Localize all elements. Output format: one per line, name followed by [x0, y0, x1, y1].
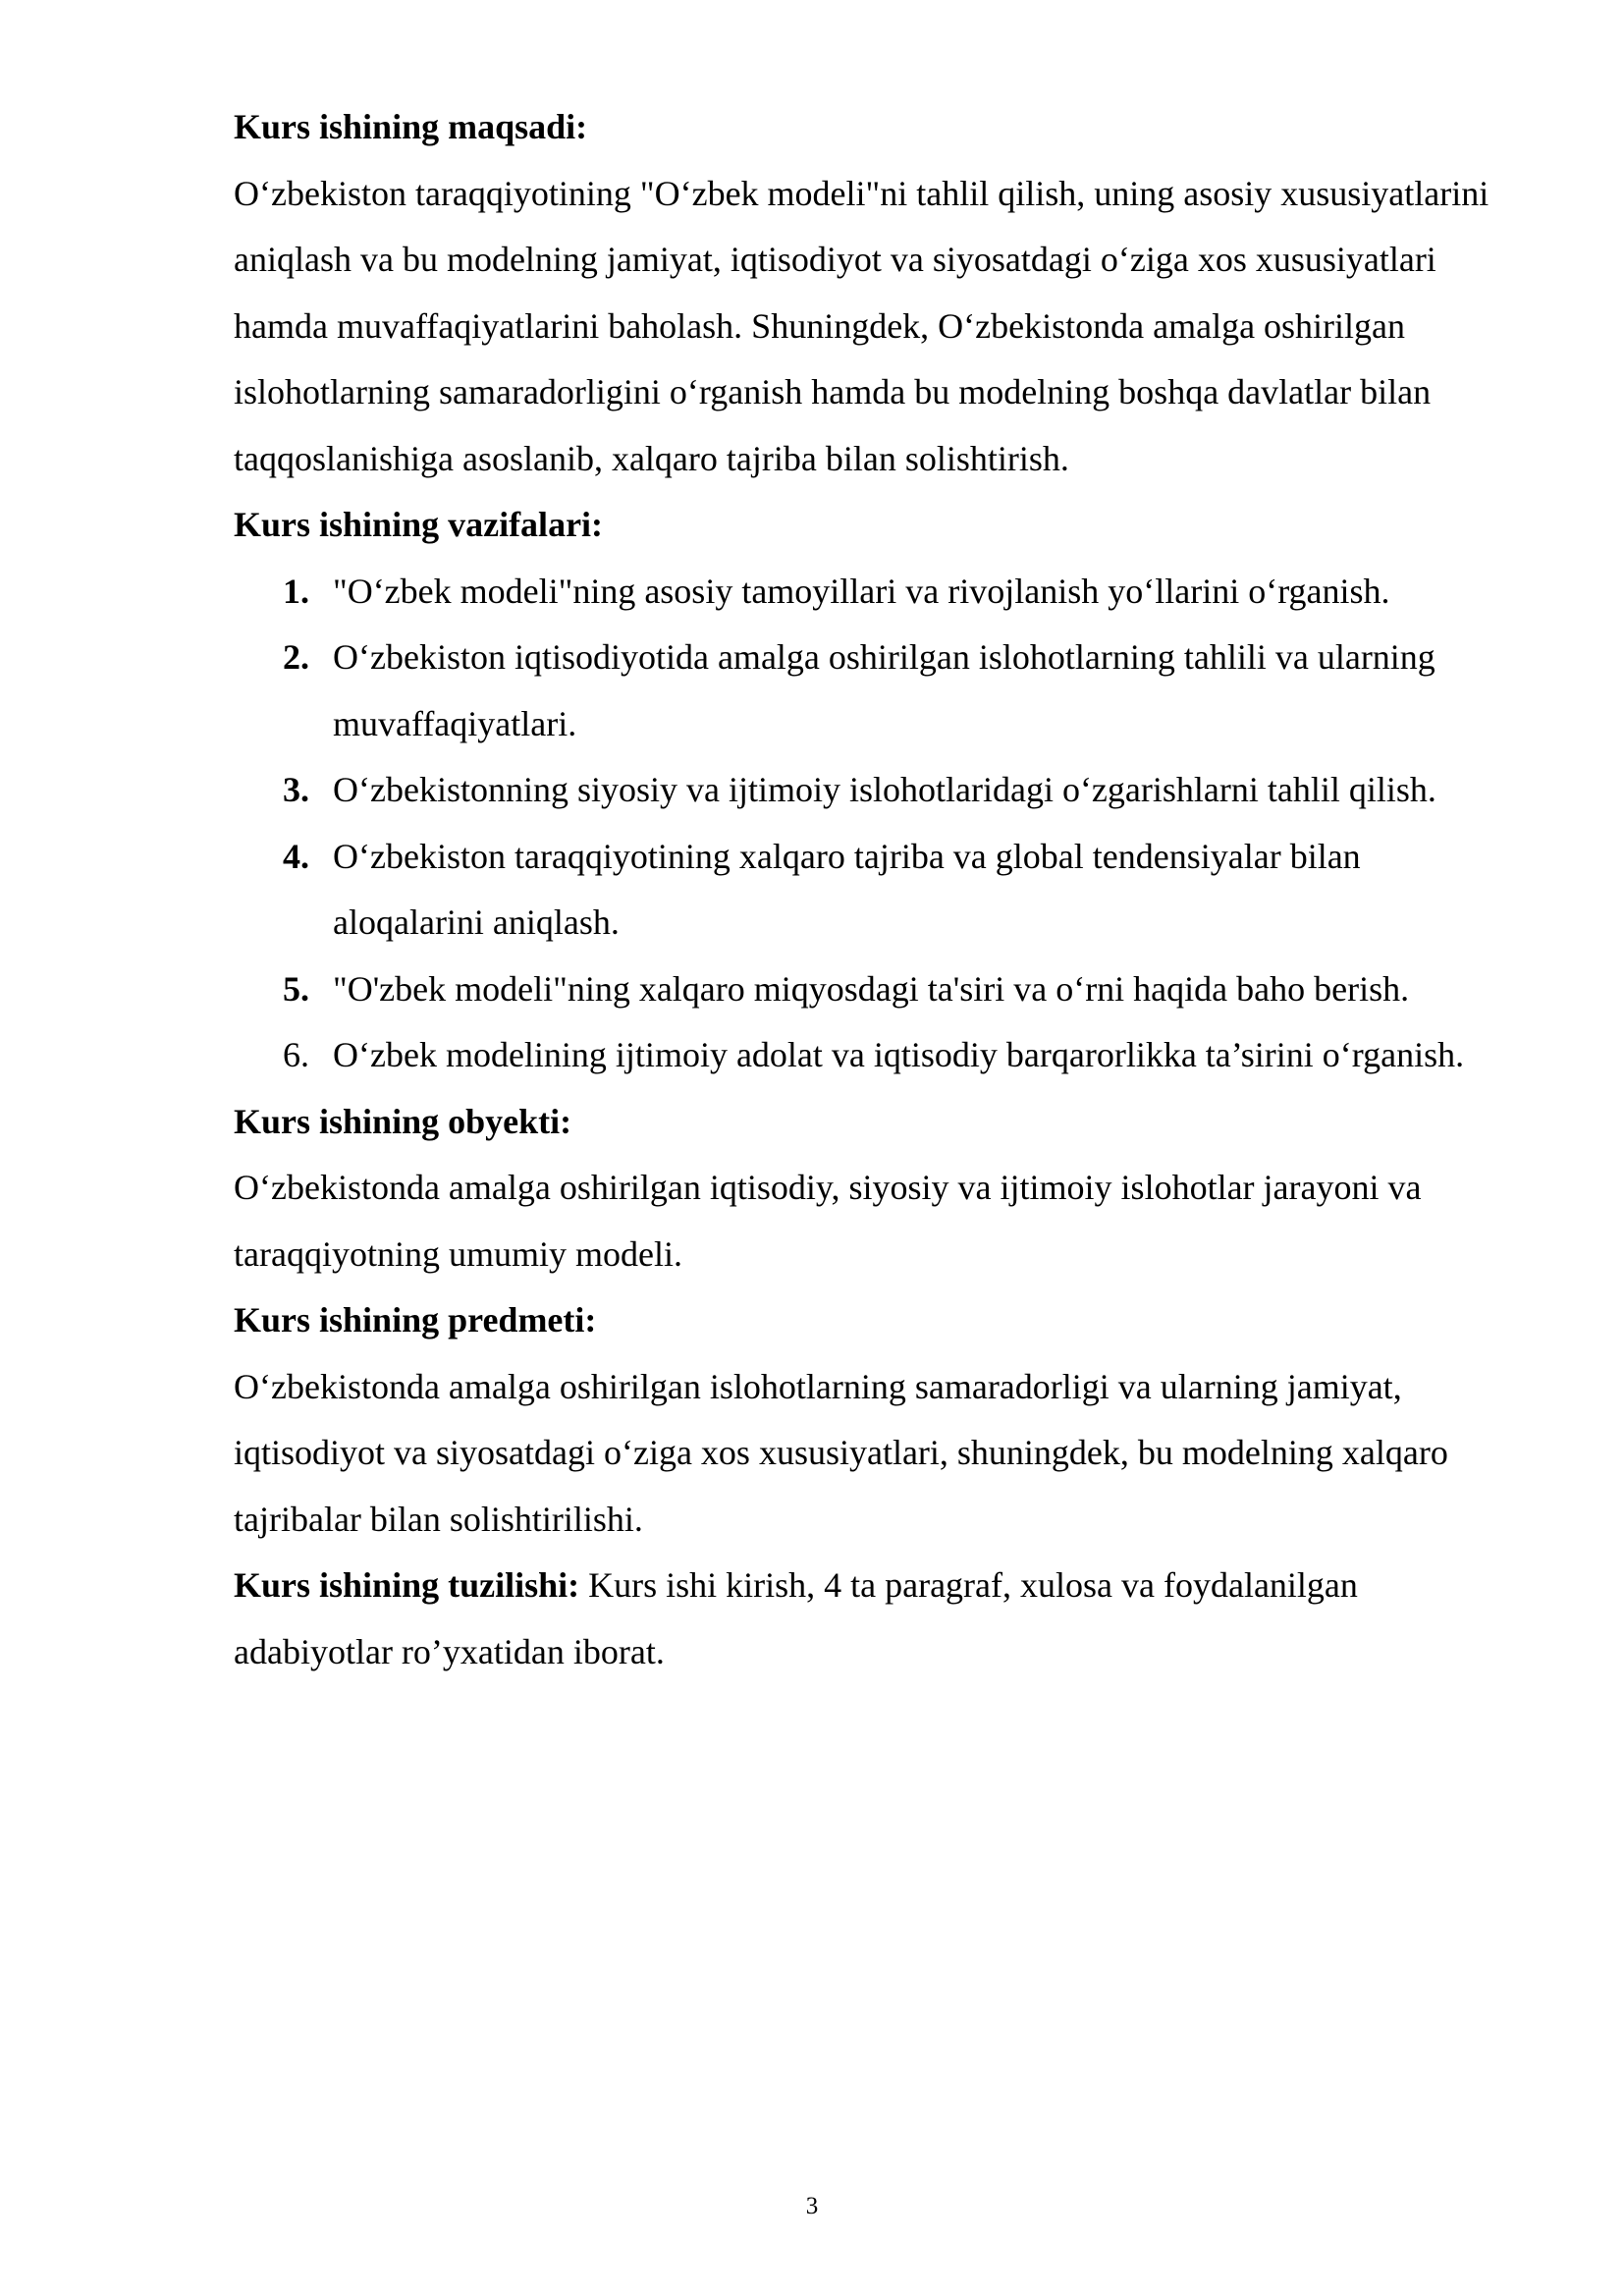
section-text-predmet: O‘zbekistonda amalga oshirilgan islohotlarning samaradorligi va ularning jamiyat, iqtisodiyot va siyosatdagi o‘ziga xos xususiyatlari, shuningdek, bu modelning xalqaro tajribalar bilan solishtirilishi. — [234, 1366, 1448, 1539]
task-text: O‘zbek modelining ijtimoiy adolat va iqtisodiy barqarorlikka ta’sirini o‘rganish. — [333, 1035, 1465, 1074]
task-number: 5. — [283, 968, 309, 1009]
section-heading-tuzilish: Kurs ishining tuzilishi: — [234, 1565, 580, 1605]
section-heading-maqsad: Kurs ishining maqsadi: — [234, 107, 588, 146]
section-heading-vazifalar: Kurs ishining vazifalari: — [234, 505, 604, 544]
task-text: "O'zbek modeli"ning xalqaro miqyosdagi ta'siri va o‘rni haqida baho berish. — [333, 968, 1410, 1009]
task-number: 4. — [283, 836, 309, 876]
task-item-4 — [234, 824, 1490, 957]
page-number: 3 — [805, 2193, 819, 2219]
task-number: 3. — [283, 770, 309, 809]
document-page — [234, 94, 1490, 1685]
task-text: O‘zbekiston iqtisodiyotida amalga oshirilgan islohotlarning tahlili va ularning muvaffaqiyatlari. — [333, 637, 1435, 743]
task-list — [234, 559, 1490, 1089]
task-number: 2. — [283, 637, 309, 677]
task-text: "O‘zbek modeli"ning asosiy tamoyillari va rivojlanish yo‘llarini o‘rganish. — [333, 571, 1390, 611]
task-text: O‘zbekistonning siyosiy va ijtimoiy islohotlaridagi o‘zgarishlarni tahlil qilish. — [333, 770, 1436, 809]
task-item-6 — [234, 1022, 1490, 1089]
section-heading-obyekt: Kurs ishining obyekti: — [234, 1101, 572, 1141]
task-number: 6. — [283, 1035, 309, 1074]
section-text-obyekt: O‘zbekistonda amalga oshirilgan iqtisodiy, siyosiy va ijtimoiy islohotlar jarayoni va taraqqiyotning umumiy modeli. — [234, 1168, 1422, 1274]
section-text-maqsad: O‘zbekiston taraqqiyotining "O‘zbek modeli"ni tahlil qilish, uning asosiy xususiyatlarini aniqlash va bu modelning jamiyat, iqtisodiyot va siyosatdagi o‘ziga xos xususiyatlari hamda muvaffaqiyatlarini baholash. Shuningdek, O‘zbekistonda amalga oshirilgan islohotlarning samaradorligini o‘rganish hamda bu modelning boshqa davlatlar bilan taqqoslanishiga asoslanib, xalqaro tajriba bilan solishtirish. — [234, 173, 1489, 478]
task-text: O‘zbekiston taraqqiyotining xalqaro tajriba va global tendensiyalar bilan aloqalarini aniqlash. — [333, 836, 1361, 942]
task-item-3 — [234, 757, 1490, 824]
task-item-2 — [234, 625, 1490, 757]
task-item-1 — [234, 559, 1490, 626]
task-item-5 — [234, 957, 1490, 1023]
section-tuzilish — [234, 1553, 1490, 1685]
section-heading-predmet: Kurs ishining predmeti: — [234, 1300, 597, 1339]
section-text-tuzilish: Kurs ishi kirish, 4 ta paragraf, xulosa va foydalanilgan adabiyotlar ro’yxatidan iborat. — [234, 1565, 1358, 1671]
task-number: 1. — [283, 571, 309, 611]
